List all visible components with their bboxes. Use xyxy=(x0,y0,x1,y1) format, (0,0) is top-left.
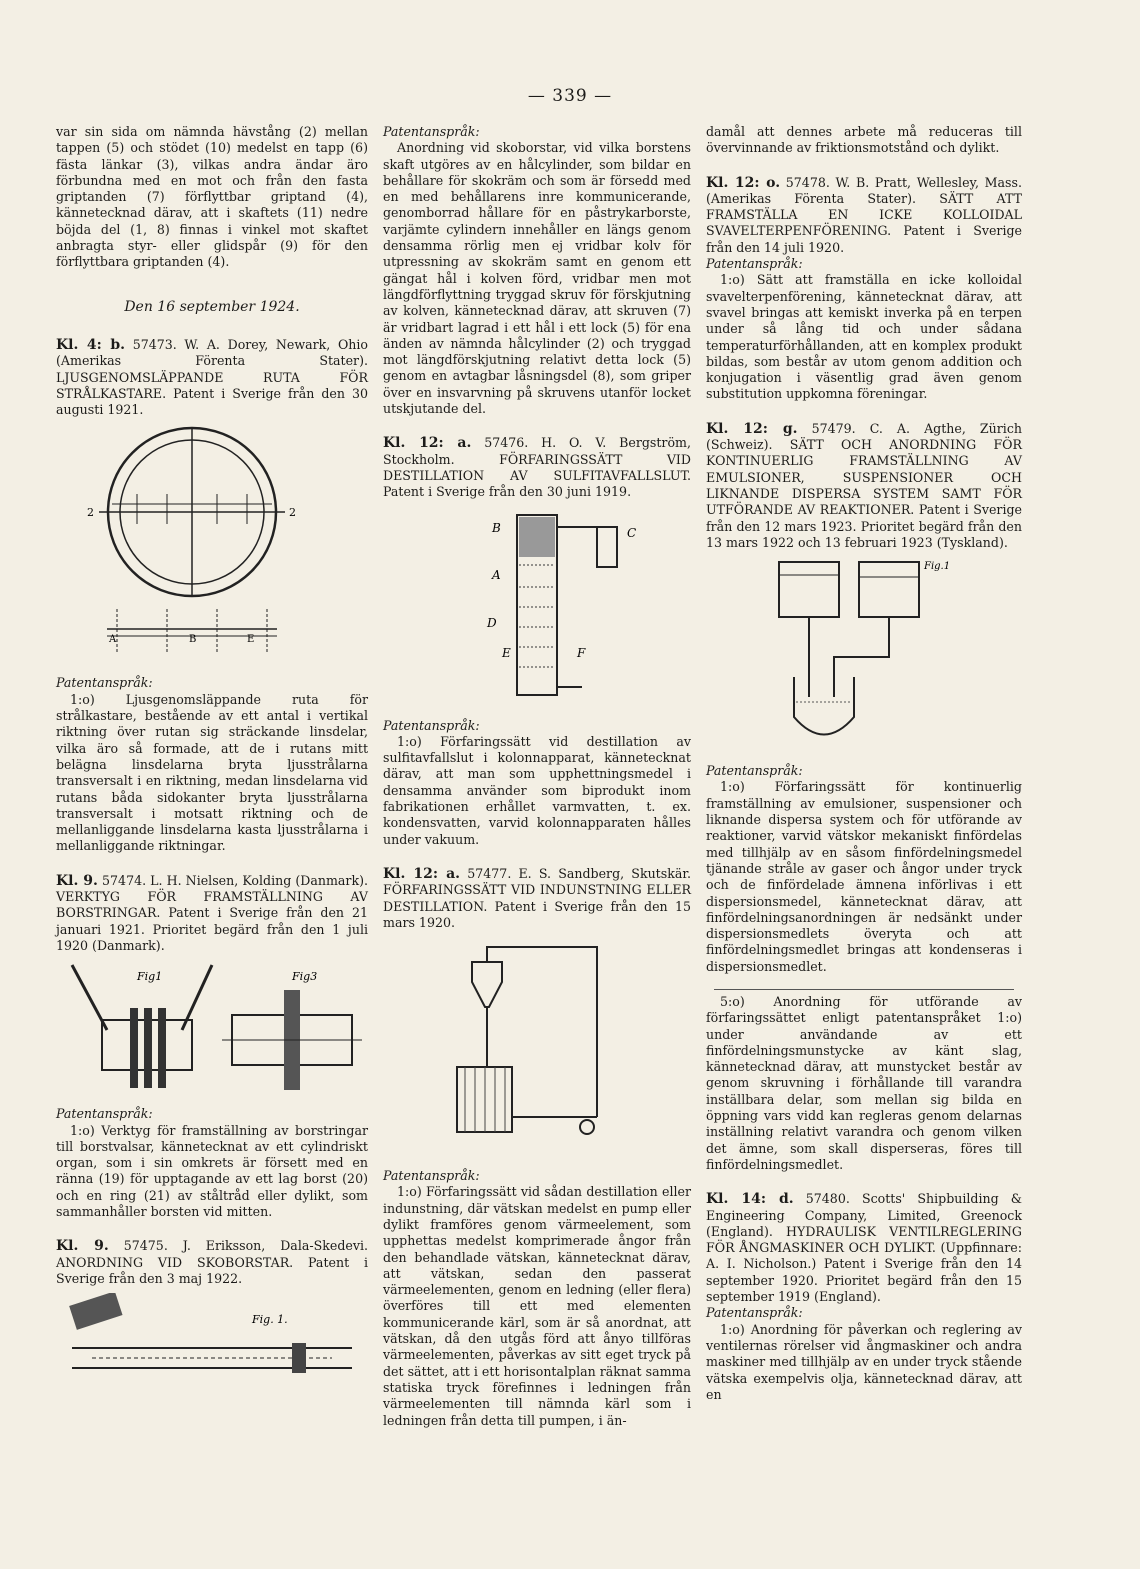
patent-entry-57473 xyxy=(56,337,368,418)
svg-text:E: E xyxy=(247,634,255,646)
class-label: Kl. 9. xyxy=(56,1238,109,1255)
lens-figure xyxy=(87,424,337,669)
claim-text: 1:o) Förfaringssätt vid sådan destillation eller indunstning, där vätskan medelst en pump eller dylikt framföres genom värmeelement, som upphettas medelst komprimerade ångor från den behandlade vätskan, kännetecknat därav, att vätskan, sedan den passerat värmeelementen, genom en ledning (eller flera) överföres till ett med elementen kommunicerande kärl, som är så anordnat, att vätskan, då den utgås förd att ånyo tillföras värmeelementen, påverkas av sitt eget tryck på det sättet, att i ett horisontalplan räknat samma statiska tryck förefinnes i ledningen från värmeelementen till nämnda kärl som i ledningen från detta till pumpen, i än- xyxy=(383,1184,691,1428)
svg-text:2: 2 xyxy=(87,506,94,520)
emulsion-apparatus-figure xyxy=(764,557,964,757)
claim-heading: Patentanspråk: xyxy=(383,1168,480,1184)
claim-text: 1:o) Verktyg för framställning av borstringar till borstvalsar, kännetecknat av ett cylindriskt organ, som i sin omkrets är försett med en ränna (19) för upptagande av ett lag borst (20) och en ring (21) av ståltråd eller dylikt, som sammanhåller borsten vid mitten. xyxy=(56,1122,368,1219)
column-middle xyxy=(383,124,691,1429)
entry-text: 57473. W. A. Dorey, Newark, Ohio (Amerikas Förenta Stater). LJUSGENOMSLÄPPANDE RUTA FÖR STRÅLKASTARE. Patent i Sverige från den 30 augusti 1921. xyxy=(56,336,368,418)
patent-entry-57479 xyxy=(706,421,1022,551)
claim-heading: Patentanspråk: xyxy=(706,763,803,779)
paragraph: damål att dennes arbete må reduceras till övervinnande av friktionsmotstånd och dylikt. xyxy=(706,124,1022,156)
claim-text: 1:o) Sätt att framställa en icke kolloidal svavelterpenförening, kännetecknat därav, att svavel bringas att kemiskt inverka på en terpen under så lång tid och under sådana temperaturförhållanden, att en komplex produkt bildas, som består av utom genom addition och konjugation i väsentlig grad även genom substitution uppkomna föreningar. xyxy=(706,272,1022,402)
claim-text: 1:o) Förfaringssätt för kontinuerlig framställning av emulsioner, suspensioner och liknande dispersa system och för utförande av reaktioner, varvid vätskor mekaniskt finfördelas med tillhjälp av en såsom finfördelningsmedel tjänande stråle av gaser och ångor under tryck och de finfördelade ämnena införlivas i ett dispersionsmedel, kännetecknat därav, att finfördelningsanordningen är nedsänkt under dispersionsmedlets överyta och att finfördelningsmedlet bringas att kondenseras i dispersionsmedlet. xyxy=(706,779,1022,974)
entry-text: 57480. Scotts' Shipbuilding & Engineering Company, Limited, Greenock (England). HYDRAULISK VENTILREGLERING FÖR ÅNGMASKINER OCH DYLIKT. (Uppfinnare: A. I. Nicholson.) Patent i Sverige från den 14 september 1920. Prioritet begärd från den 15 september 1919 (England). xyxy=(706,1191,1022,1305)
patent-entry-57477 xyxy=(383,866,691,931)
class-label: Kl. 12: o. xyxy=(706,174,781,191)
claim-heading: Patentanspråk: xyxy=(706,256,803,272)
date-heading: Den 16 september 1924. xyxy=(124,298,300,315)
tool-figure xyxy=(62,960,362,1100)
fig-label: Fig. 1. xyxy=(252,1313,288,1327)
page-number: — 339 — xyxy=(527,86,613,106)
brush-figure xyxy=(62,1293,362,1398)
claim-text: 1:o) Ljusgenomsläppande ruta för strålkastare, bestående av ett antal i vertikal riktning över rutan sig sträckande linsdelar, vilka äro så formade, att de i rutans mitt belägna linsdelarna bryta ljusstrålarna transversalt i en riktning, medan linsdelarna vid rutans båda sidokanter bryta ljusstrålarna transversalt i motsatt riktning och de mellanliggande linsdelarna kasta ljusstrålarna i mellanliggande riktningar. xyxy=(56,691,368,854)
claim-text: Anordning vid skoborstar, vid vilka borstens skaft utgöres av en hålcylinder, som bildar en behållare för skokräm och som är försedd med en med behållarens inre kommunicerande, genomborrad hållare för en påstrykarborste, varjämte cylindern innehåller en längs genom densamma rörlig men ej vridbar kolv för utpressning av skokräm samt en genom ett gängat hål i kolven förd, vridbar men mot längdförflyttning tryggad skruv för förskjutning av kolven, kännetecknad därav, att skruven (7) är vridbart lagrad i ett hål i ett lock (5) för ena änden av nämnda hålcylinder (2) och tryggad mot längdförskjutning relativt detta lock (5) genom en avtagbar låsningsdel (8), som griper över en insvarvning på skruvens utanför locket utskjutande del. xyxy=(383,140,691,417)
svg-text:F: F xyxy=(577,645,586,660)
evaporator-figure xyxy=(427,937,647,1162)
class-label: Kl. 9. xyxy=(56,872,98,889)
svg-text:D: D xyxy=(487,615,497,630)
claim-heading: Patentanspråk: xyxy=(706,1305,803,1321)
class-label: Kl. 14: d. xyxy=(706,1191,794,1208)
claim-heading: Patentanspråk: xyxy=(56,675,153,691)
class-label: Kl. 12: g. xyxy=(706,420,798,437)
claim-heading: Patentanspråk: xyxy=(383,717,480,733)
class-label: Kl. 12: a. xyxy=(383,435,472,452)
entry-text: 57479. C. A. Agthe, Zürich (Schweiz). SÄTT OCH ANORDNING FÖR KONTINUERLIG FRAMSTÄLLNING AV EMULSIONER, SUSPENSIONER OCH LIKNANDE DISPERSA SYSTEM SAMT FÖR UTFÖRANDE AV REAKTIONER. Patent i Sverige från den 12 mars 1923. Prioritet begärd från den 13 mars 1922 och 13 februari 1923 (Tyskland). xyxy=(706,420,1022,550)
claim-heading: Patentanspråk: xyxy=(383,124,480,139)
entry-text: 57478. W. B. Pratt, Wellesley, Mass. (Amerikas Förenta Stater). SÄTT ATT FRAMSTÄLLA EN ICKE KOLLOIDAL SVAVELTERPENFÖRENING. Patent i Sverige från den 14 juli 1920. xyxy=(706,174,1022,255)
patent-entry-57476 xyxy=(383,435,691,500)
patent-entry-57478 xyxy=(706,175,1022,256)
claim-text: 5:o) Anordning för utförande av förfaringssättet enligt patentanspråket 1:o) under användande av ett finfördelningsmunstycke av känt slag, kännetecknad därav, att munstycket består av genom skruvning i förhållande till varandra inställbara delar, som mellan sig bilda en öppning vars vidd kan regleras genom delarnas inställning relativt varandra och genom vilken det ämne, som skall disperseras, föres till finfördelningsmedlet. xyxy=(706,993,1022,1172)
svg-text:A: A xyxy=(492,567,501,582)
column-right xyxy=(706,124,1022,1403)
svg-text:2: 2 xyxy=(289,506,296,520)
svg-text:A: A xyxy=(109,634,117,646)
svg-text:B: B xyxy=(492,520,501,535)
column-left xyxy=(56,124,368,1404)
fig-label: Fig3 xyxy=(292,970,318,984)
entry-text: 57477. E. S. Sandberg, Skutskär. FÖRFARINGSSÄTT VID INDUNSTNING ELLER DESTILLATION. Patent i Sverige från den 15 mars 1920. xyxy=(383,865,691,930)
entry-text: 57475. J. Eriksson, Dala-Skedevi. ANORDNING VID SKOBORSTAR. Patent i Sverige från den 3 maj 1922. xyxy=(56,1238,368,1286)
claim-heading: Patentanspråk: xyxy=(56,1106,153,1122)
svg-text:B: B xyxy=(189,634,197,646)
entry-text: 57476. H. O. V. Bergström, Stockholm. FÖRFARINGSSÄTT VID DESTILLATION AV SULFITAVFALLSLUT. Patent i Sverige från den 30 juni 1919. xyxy=(383,435,691,500)
class-label: Kl. 4: b. xyxy=(56,336,126,353)
column-apparatus-figure xyxy=(407,507,667,712)
fig-label: Fig1 xyxy=(137,970,163,984)
svg-text:C: C xyxy=(627,525,637,540)
patent-entry-57475 xyxy=(56,1238,368,1287)
paragraph: var sin sida om nämnda hävstång (2) mellan tappen (5) och stödet (10) medelst en tapp (6) fästa länkar (3), vilkas andra ändar äro förbundna med en mot och från den fasta griptanden (7) förflyttbar griptand (4), kännetecknad därav, att i skaftets (11) nedre böjda del (1, 8) finnas i vinkel mot skaftet anbragta styr- eller glidspår (9) för den förflyttbara griptanden (4). xyxy=(56,124,368,270)
class-label: Kl. 12: a. xyxy=(383,865,461,882)
claim-text: 1:o) Anordning för påverkan och reglering av ventilernas rörelser vid ångmaskiner och andra maskiner med tillhjälp av en under tryck stående vätska exempelvis olja, kännetecknad därav, att en xyxy=(706,1321,1022,1402)
entry-text: 57474. L. H. Nielsen, Kolding (Danmark). VERKTYG FÖR FRAMSTÄLLNING AV BORSTRINGAR. Patent i Sverige från den 21 januari 1921. Prioritet begärd från den 1 juli 1920 (Danmark). xyxy=(56,872,368,953)
claim-text: 1:o) Förfaringssätt vid destillation av sulfitavfallslut i kolonnapparat, kännetecknat därav, att man som upphettningsmedel i densamma använder som biprodukt inom fabrikationen erhållet varmvatten, t. ex. kondensvatten, varvid kolonnapparaten hålles under vakuum. xyxy=(383,733,691,847)
svg-text:E: E xyxy=(502,645,511,660)
patent-entry-57474 xyxy=(56,873,368,954)
fig-label: Fig.1 xyxy=(924,561,951,573)
patent-entry-57480 xyxy=(706,1191,1022,1305)
divider xyxy=(714,989,1014,990)
